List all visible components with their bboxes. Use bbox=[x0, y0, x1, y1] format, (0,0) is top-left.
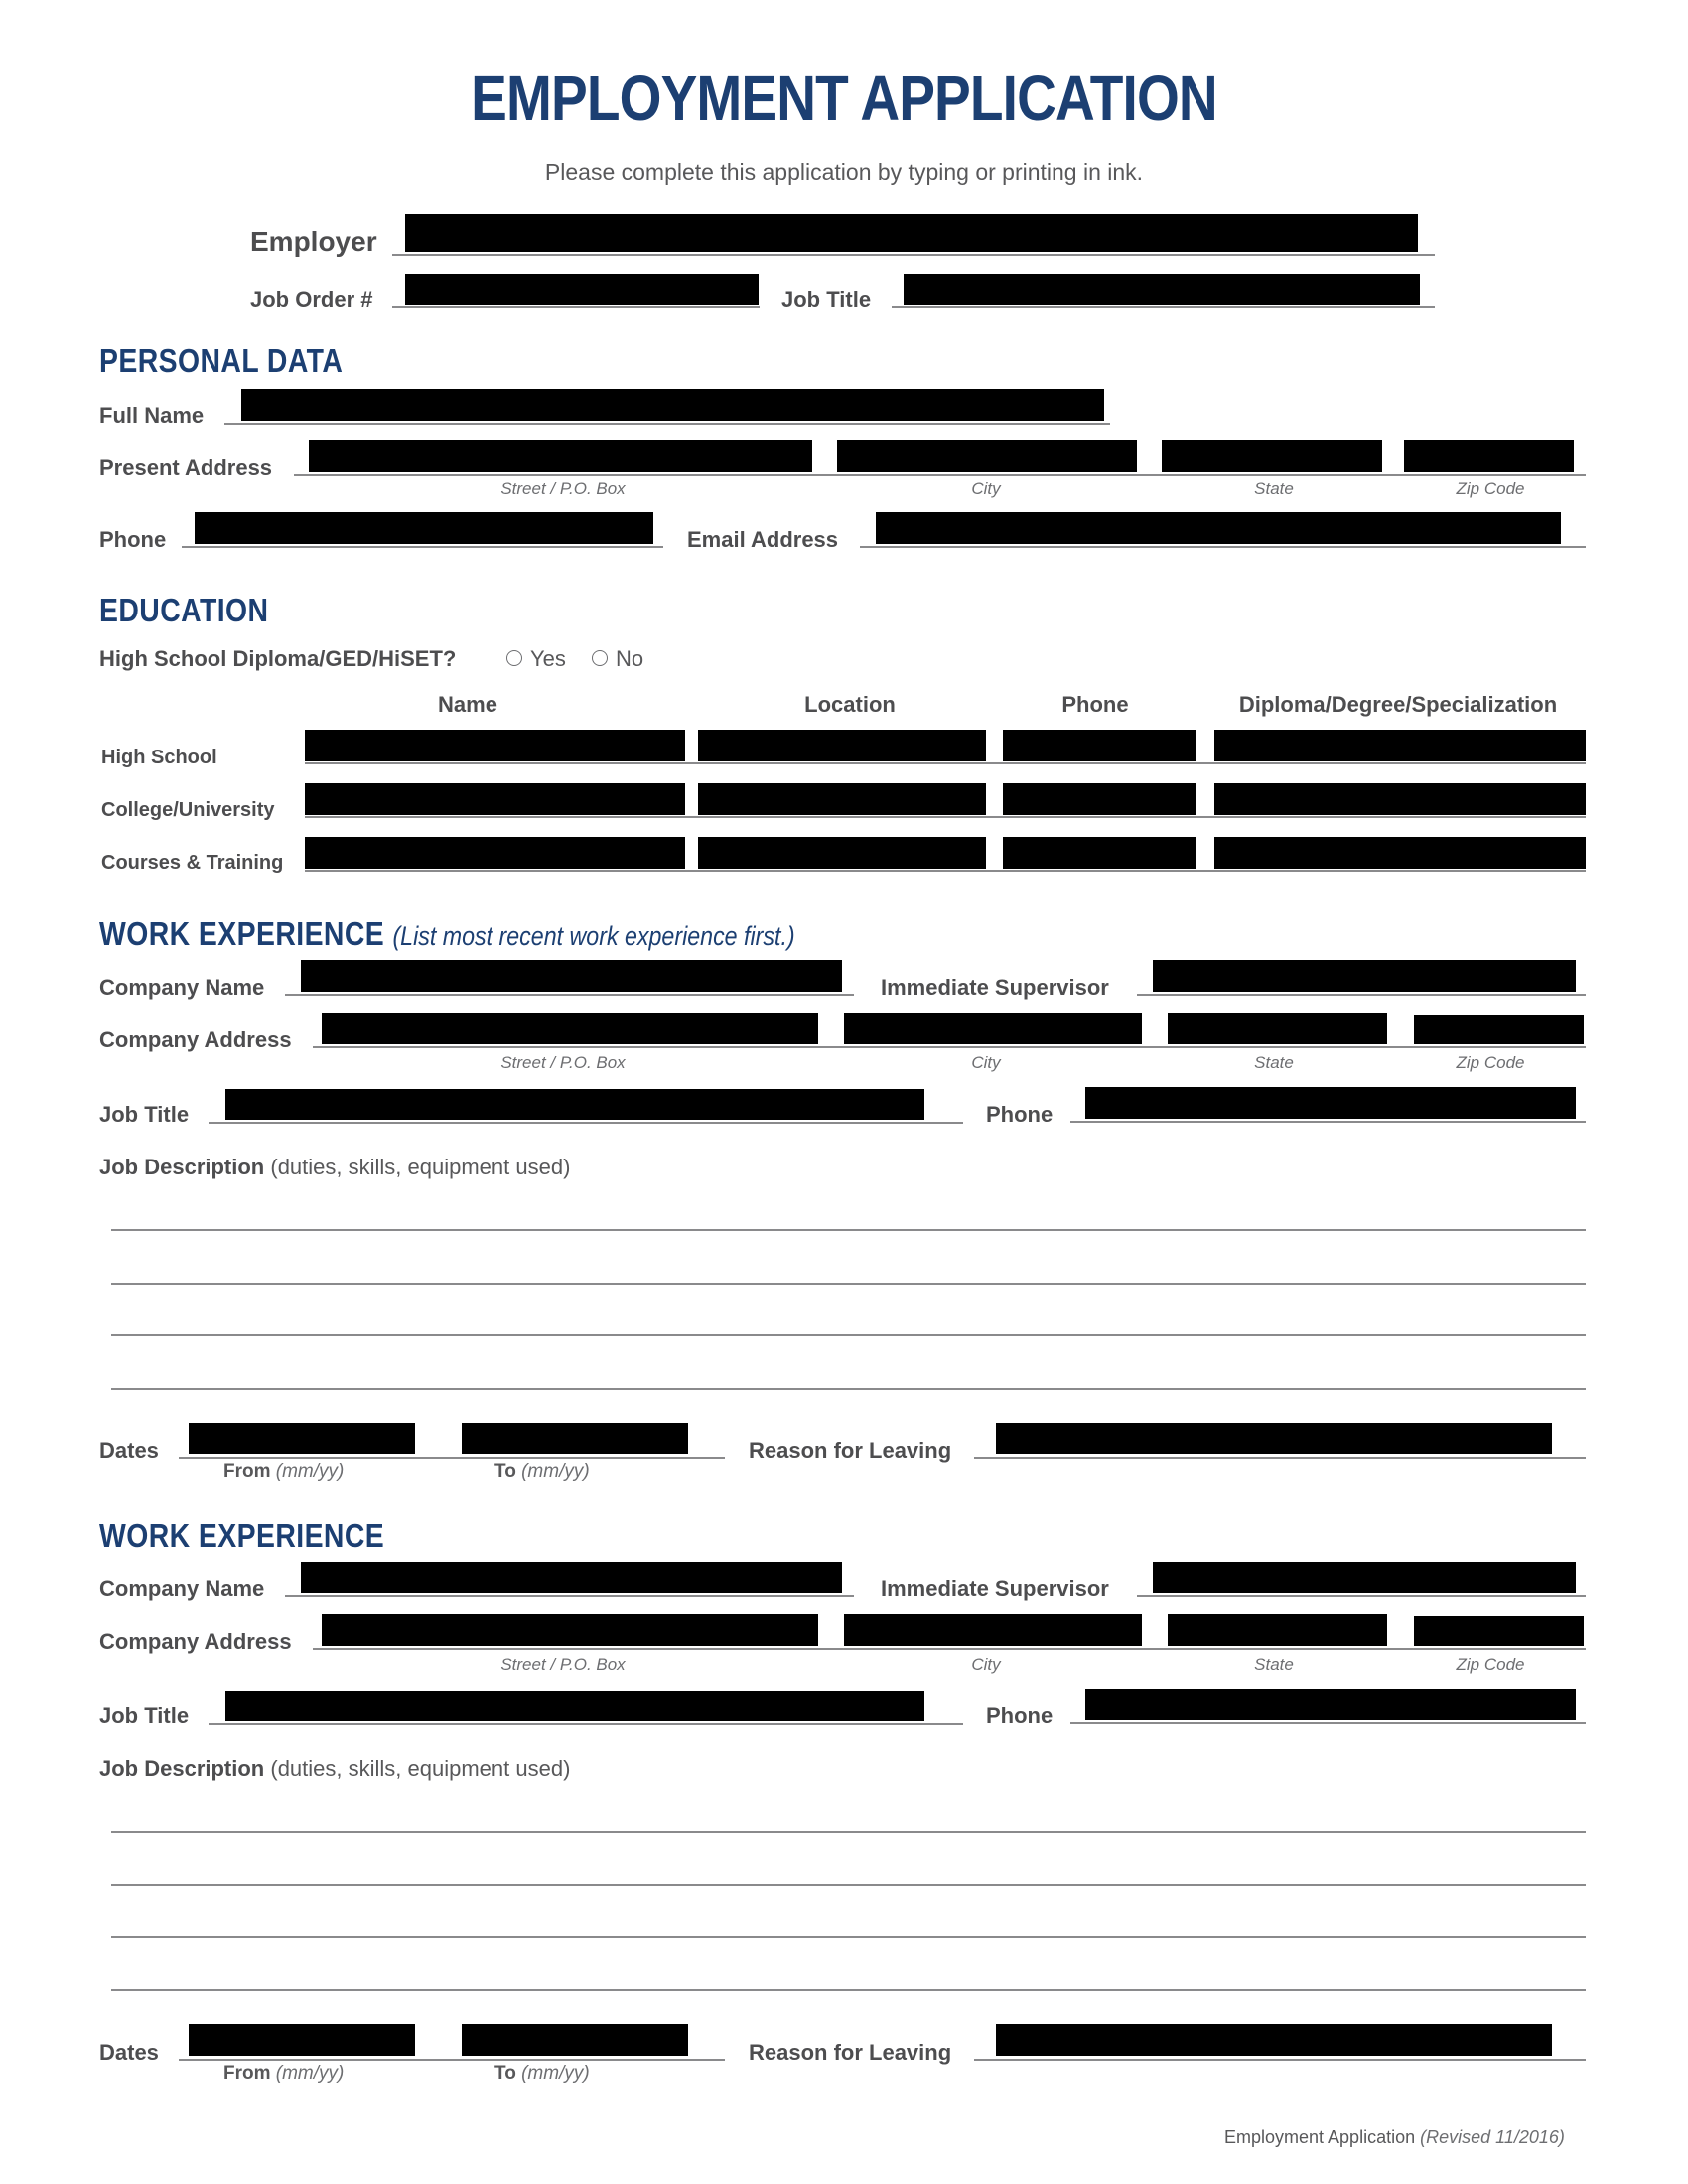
job-description-label bbox=[99, 1756, 570, 1782]
work-job-title-field[interactable] bbox=[225, 1089, 924, 1120]
work-job-title-underline bbox=[209, 1723, 963, 1725]
job-description-line-2[interactable] bbox=[111, 1283, 1586, 1285]
reason-underline bbox=[974, 2059, 1586, 2061]
phone-field[interactable] bbox=[195, 512, 653, 544]
courses-phone-field[interactable] bbox=[1003, 837, 1196, 869]
state-sublabel: State bbox=[1254, 1655, 1294, 1674]
work-phone-field[interactable] bbox=[1085, 1087, 1576, 1119]
city-sublabel: City bbox=[971, 479, 1001, 498]
job-description-hint: (duties, skills, equipment used) bbox=[270, 1155, 571, 1179]
personal-data-heading: PERSONAL DATA bbox=[99, 342, 344, 379]
supervisor-field[interactable] bbox=[1153, 960, 1576, 992]
diploma-no-radio[interactable] bbox=[592, 650, 608, 666]
job-order-label: Job Order # bbox=[250, 287, 373, 312]
from-sublabel bbox=[223, 1461, 344, 1483]
job-description-line-2[interactable] bbox=[111, 1884, 1586, 1886]
diploma-no-label: No bbox=[616, 646, 644, 671]
dates-underline bbox=[179, 2059, 725, 2061]
job-description-line-1[interactable] bbox=[111, 1229, 1586, 1231]
diploma-yes-label: Yes bbox=[530, 646, 566, 671]
job-description-label bbox=[99, 1155, 570, 1180]
phone-underline bbox=[182, 546, 663, 548]
education-row-label-high-school: High School bbox=[101, 747, 217, 768]
work-phone-label: Phone bbox=[986, 1704, 1054, 1728]
supervisor-underline bbox=[1137, 994, 1586, 996]
from-text: From bbox=[223, 2063, 271, 2084]
job-description-line-3[interactable] bbox=[111, 1334, 1586, 1336]
job-description-title: Job Description bbox=[99, 1155, 265, 1179]
job-title-label: Job Title bbox=[781, 287, 872, 312]
job-description-line-4[interactable] bbox=[111, 1989, 1586, 1991]
date-to-field[interactable] bbox=[462, 2024, 688, 2056]
company-address-label: Company Address bbox=[99, 1027, 292, 1052]
employer-underline bbox=[392, 254, 1435, 256]
present-address-label: Present Address bbox=[99, 455, 273, 479]
city-sublabel: City bbox=[971, 1655, 1001, 1674]
job-description-line-3[interactable] bbox=[111, 1936, 1586, 1938]
state-sublabel: State bbox=[1254, 1053, 1294, 1072]
email-field[interactable] bbox=[876, 512, 1561, 544]
supervisor-label: Immediate Supervisor bbox=[881, 975, 1109, 1000]
courses-name-field[interactable] bbox=[305, 837, 685, 869]
work-experience-2-heading bbox=[99, 1517, 384, 1555]
work-job-title-field[interactable] bbox=[225, 1691, 924, 1721]
job-description-line-1[interactable] bbox=[111, 1831, 1586, 1833]
company-address-underline bbox=[313, 1648, 1586, 1650]
date-to-field[interactable] bbox=[462, 1423, 688, 1454]
education-row-underline bbox=[305, 816, 1586, 818]
company-zip-field[interactable] bbox=[1414, 1616, 1584, 1646]
date-from-field[interactable] bbox=[189, 1423, 415, 1454]
high-school-diploma-field[interactable] bbox=[1214, 730, 1586, 761]
job-description-line-4[interactable] bbox=[111, 1388, 1586, 1390]
street-sublabel: Street / P.O. Box bbox=[500, 1053, 626, 1072]
employer-field[interactable] bbox=[405, 214, 1418, 252]
high-school-phone-field[interactable] bbox=[1003, 730, 1196, 761]
email-underline bbox=[860, 546, 1586, 548]
phone-label: Phone bbox=[99, 527, 167, 552]
zip-sublabel: Zip Code bbox=[1456, 1655, 1525, 1674]
supervisor-label: Immediate Supervisor bbox=[881, 1576, 1109, 1601]
to-sublabel bbox=[494, 2063, 590, 2085]
column-header-phone: Phone bbox=[1061, 692, 1129, 717]
company-name-underline bbox=[285, 994, 854, 996]
state-sublabel: State bbox=[1254, 479, 1294, 498]
from-hint: (mm/yy) bbox=[275, 2063, 345, 2084]
work-job-title-underline bbox=[209, 1122, 963, 1124]
work-experience-heading-text: WORK EXPERIENCE bbox=[99, 1517, 385, 1554]
company-city-field[interactable] bbox=[844, 1614, 1142, 1646]
company-name-field[interactable] bbox=[301, 960, 842, 992]
reason-for-leaving-field[interactable] bbox=[996, 1423, 1552, 1454]
to-text: To bbox=[494, 2063, 516, 2084]
work-phone-label: Phone bbox=[986, 1102, 1054, 1127]
full-name-field[interactable] bbox=[241, 389, 1104, 421]
page-subtitle: Please complete this application by typing or printing in ink. bbox=[544, 159, 1144, 185]
address-city-field[interactable] bbox=[837, 440, 1137, 472]
footer-revision: (Revised 11/2016) bbox=[1420, 2127, 1565, 2147]
to-text: To bbox=[494, 1461, 516, 1482]
zip-sublabel: Zip Code bbox=[1456, 479, 1525, 498]
company-state-field[interactable] bbox=[1168, 1614, 1387, 1646]
column-header-name: Name bbox=[438, 692, 497, 717]
company-name-label: Company Name bbox=[99, 1576, 265, 1601]
address-zip-field[interactable] bbox=[1404, 440, 1574, 472]
work-phone-field[interactable] bbox=[1085, 1689, 1576, 1720]
employer-label: Employer bbox=[250, 226, 377, 257]
company-name-label: Company Name bbox=[99, 975, 265, 1000]
education-heading: EDUCATION bbox=[99, 592, 269, 628]
college-phone-field[interactable] bbox=[1003, 783, 1196, 815]
column-header-location: Location bbox=[804, 692, 896, 717]
column-header-diploma: Diploma/Degree/Specialization bbox=[1238, 692, 1558, 717]
city-sublabel: City bbox=[971, 1053, 1001, 1072]
courses-diploma-field[interactable] bbox=[1214, 837, 1586, 869]
job-order-field[interactable] bbox=[405, 274, 759, 305]
to-sublabel bbox=[494, 1461, 590, 1483]
company-address-label: Company Address bbox=[99, 1629, 292, 1654]
to-hint: (mm/yy) bbox=[521, 1461, 590, 1482]
college-name-field[interactable] bbox=[305, 783, 685, 815]
from-sublabel bbox=[223, 2063, 344, 2085]
job-description-hint: (duties, skills, equipment used) bbox=[270, 1756, 571, 1781]
education-row-label-courses: Courses & Training bbox=[101, 852, 284, 874]
company-address-underline bbox=[313, 1046, 1586, 1048]
reason-for-leaving-label: Reason for Leaving bbox=[749, 2040, 952, 2065]
job-description-title: Job Description bbox=[99, 1756, 265, 1781]
supervisor-field[interactable] bbox=[1153, 1562, 1576, 1593]
footer bbox=[1224, 2127, 1565, 2148]
footer-text: Employment Application bbox=[1224, 2127, 1416, 2147]
company-street-field[interactable] bbox=[322, 1614, 818, 1646]
full-name-underline bbox=[224, 423, 1110, 425]
full-name-label: Full Name bbox=[99, 403, 205, 428]
diploma-question: High School Diploma/GED/HiSET? bbox=[99, 646, 457, 671]
to-hint: (mm/yy) bbox=[521, 2063, 590, 2084]
education-row-label-college: College/University bbox=[101, 799, 275, 821]
company-zip-field[interactable] bbox=[1414, 1015, 1584, 1044]
supervisor-underline bbox=[1137, 1595, 1586, 1597]
college-location-field[interactable] bbox=[698, 783, 986, 815]
company-city-field[interactable] bbox=[844, 1013, 1142, 1044]
reason-for-leaving-label: Reason for Leaving bbox=[749, 1438, 952, 1463]
reason-for-leaving-field[interactable] bbox=[996, 2024, 1552, 2056]
from-hint: (mm/yy) bbox=[275, 1461, 345, 1482]
work-job-title-label: Job Title bbox=[99, 1704, 190, 1728]
college-diploma-field[interactable] bbox=[1214, 783, 1586, 815]
page-title: EMPLOYMENT APPLICATION bbox=[471, 63, 1217, 134]
address-state-field[interactable] bbox=[1162, 440, 1382, 472]
work-job-title-label: Job Title bbox=[99, 1102, 190, 1127]
diploma-yes-radio[interactable] bbox=[506, 650, 522, 666]
high-school-location-field[interactable] bbox=[698, 730, 986, 761]
courses-location-field[interactable] bbox=[698, 837, 986, 869]
zip-sublabel: Zip Code bbox=[1456, 1053, 1525, 1072]
work-phone-underline bbox=[1070, 1121, 1586, 1123]
present-address-underline bbox=[294, 474, 1586, 476]
work-experience-note: (List most recent work experience first.) bbox=[392, 921, 795, 951]
company-state-field[interactable] bbox=[1168, 1013, 1387, 1044]
from-text: From bbox=[223, 1461, 271, 1482]
job-order-underline bbox=[392, 306, 760, 308]
dates-label: Dates bbox=[99, 1438, 159, 1463]
dates-underline bbox=[179, 1457, 725, 1459]
company-name-underline bbox=[285, 1595, 854, 1597]
education-row-underline bbox=[305, 762, 1586, 764]
company-name-field[interactable] bbox=[301, 1562, 842, 1593]
street-sublabel: Street / P.O. Box bbox=[500, 1655, 626, 1674]
education-row-underline bbox=[305, 870, 1586, 872]
work-experience-1-heading bbox=[99, 915, 795, 953]
address-street-field[interactable] bbox=[309, 440, 812, 472]
dates-label: Dates bbox=[99, 2040, 159, 2065]
street-sublabel: Street / P.O. Box bbox=[500, 479, 626, 498]
job-title-field[interactable] bbox=[904, 274, 1420, 305]
work-experience-heading-text: WORK EXPERIENCE bbox=[99, 915, 385, 952]
date-from-field[interactable] bbox=[189, 2024, 415, 2056]
job-title-underline bbox=[892, 306, 1435, 308]
email-label: Email Address bbox=[687, 527, 839, 552]
high-school-name-field[interactable] bbox=[305, 730, 685, 761]
company-street-field[interactable] bbox=[322, 1013, 818, 1044]
reason-underline bbox=[974, 1457, 1586, 1459]
work-phone-underline bbox=[1070, 1722, 1586, 1724]
